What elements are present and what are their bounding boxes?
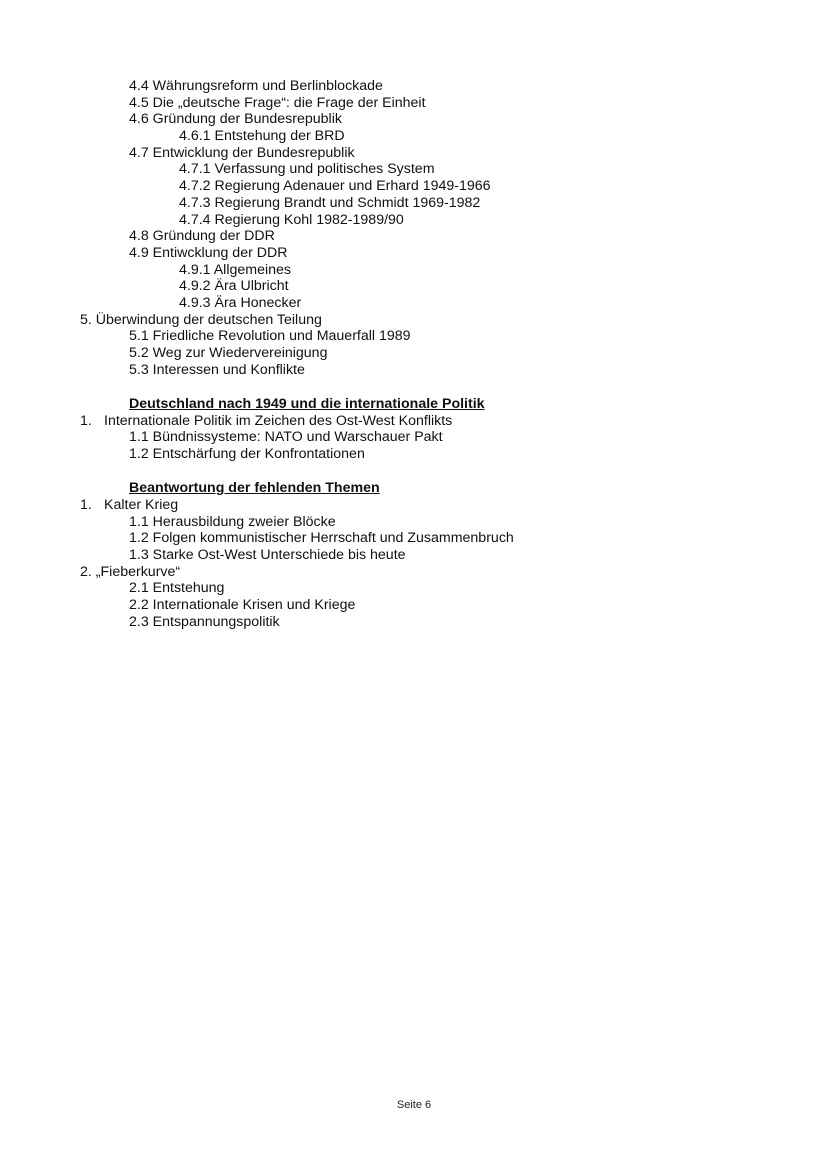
page-number: Seite 6 (396, 1099, 432, 1111)
toc-item: 5.3 Interessen und Konflikte (129, 361, 305, 378)
chapter-number: 1. (80, 412, 92, 429)
section-heading: Deutschland nach 1949 und die internationale Politik (129, 395, 485, 412)
toc-subitem: 4.7.1 Verfassung und politisches System (179, 161, 435, 178)
toc-item: 5.2 Weg zur Wiedervereinigung (129, 345, 328, 361)
toc-item: 2.2 Internationale Krisen und Kriege (129, 596, 356, 613)
toc-item: 4.8 Gründung der DDR (129, 228, 275, 245)
toc-subitem: 4.7.4 Regierung Kohl 1982-1989/90 (179, 211, 404, 228)
toc-item: 4.9 Entiwcklung der DDR (129, 244, 288, 261)
chapter-number: 1. (80, 496, 92, 513)
toc-item: 4.6 Gründung der Bundesrepublik (129, 111, 342, 128)
table-of-contents (0, 78, 828, 630)
toc-item: 1.2 Folgen kommunistischer Herrschaft und Zusammenbruch (129, 530, 514, 547)
toc-item: 4.4 Währungsreform und Berlinblockade (129, 78, 383, 94)
chapter-title: Kalter Krieg (104, 496, 179, 513)
toc-item: 4.5 Die „deutsche Frage“: die Frage der Einheit (129, 94, 426, 111)
chapter-title: Internationale Politik im Zeichen des Ost-West Konflikts (104, 412, 453, 429)
toc-subitem: 4.9.2 Ära Ulbricht (179, 278, 289, 295)
toc-chapter (0, 413, 828, 430)
toc-item: 5.1 Friedliche Revolution und Mauerfall 1989 (129, 328, 411, 345)
toc-subitem: 4.7.2 Regierung Adenauer und Erhard 1949-1966 (179, 178, 491, 195)
section-gap (0, 463, 828, 481)
toc-subitem: 4.7.3 Regierung Brandt und Schmidt 1969-1982 (179, 194, 481, 211)
toc-subitem: 4.9.1 Allgemeines (179, 261, 291, 278)
section-gap (0, 378, 828, 396)
toc-item: 1.3 Starke Ost-West Unterschiede bis heute (129, 546, 406, 563)
toc-item: 1.1 Bündnissysteme: NATO und Warschauer Pakt (129, 429, 443, 446)
toc-item: 1.1 Herausbildung zweier Blöcke (129, 513, 336, 530)
toc-subitem: 4.9.3 Ära Honecker (179, 294, 302, 311)
toc-item: 2.1 Entstehung (129, 580, 225, 597)
section-heading: Beantwortung der fehlenden Themen (129, 480, 380, 497)
toc-subitem: 4.6.1 Entstehung der BRD (179, 128, 345, 145)
toc-chapter: 2. „Fieberkurve“ (80, 563, 181, 580)
toc-chapter (0, 497, 828, 514)
toc-chapter: 5. Überwindung der deutschen Teilung (80, 311, 322, 328)
toc-item: 2.3 Entspannungspolitik (129, 613, 280, 630)
toc-item: 4.7 Entwicklung der Bundesrepublik (129, 144, 355, 161)
toc-item: 1.2 Entschärfung der Konfrontationen (129, 445, 365, 462)
